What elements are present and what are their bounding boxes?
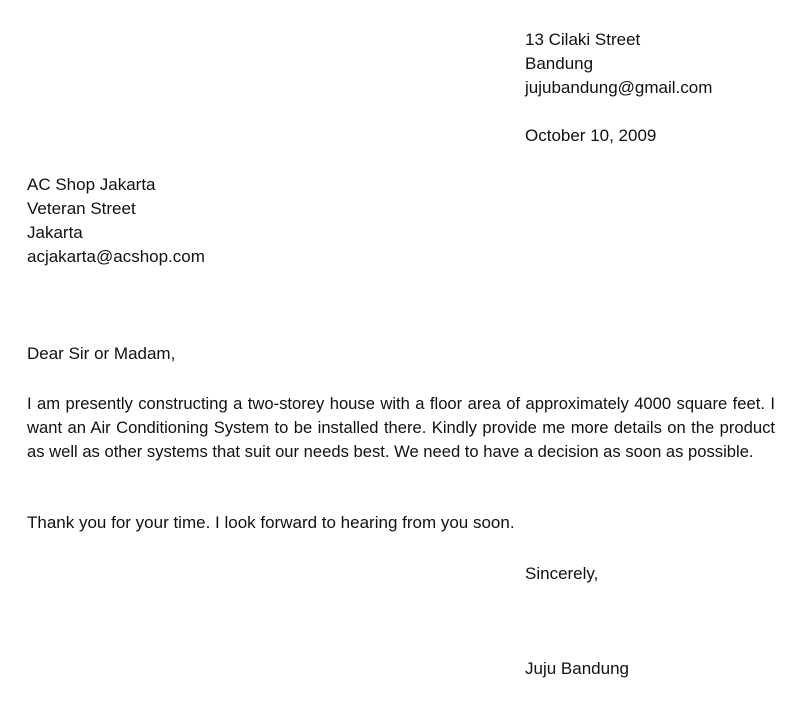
sign-off: Sincerely,	[525, 564, 599, 583]
sender-street: 13 Cilaki Street	[525, 30, 641, 49]
recipient-city: Jakarta	[27, 223, 83, 242]
recipient-street: Veteran Street	[27, 199, 136, 218]
signature-name: Juju Bandung	[525, 659, 629, 678]
recipient-address	[27, 173, 205, 269]
body-paragraph: I am presently constructing a two-storey house with a floor area of approximately 4000 square feet. I want an Air Conditioning System to be installed there. Kindly provide me more details on the product as well as other systems that suit our needs best. We need to have a decision as soon as possible.	[27, 394, 775, 461]
letter-date: October 10, 2009	[525, 126, 657, 145]
salutation: Dear Sir or Madam,	[27, 344, 176, 363]
closing-paragraph: Thank you for your time. I look forward to hearing from you soon.	[27, 513, 515, 532]
recipient-name: AC Shop Jakarta	[27, 175, 156, 194]
sender-city: Bandung	[525, 54, 594, 73]
recipient-email: acjakarta@acshop.com	[27, 247, 205, 266]
sender-address	[525, 28, 712, 100]
sender-email: jujubandung@gmail.com	[525, 78, 713, 97]
